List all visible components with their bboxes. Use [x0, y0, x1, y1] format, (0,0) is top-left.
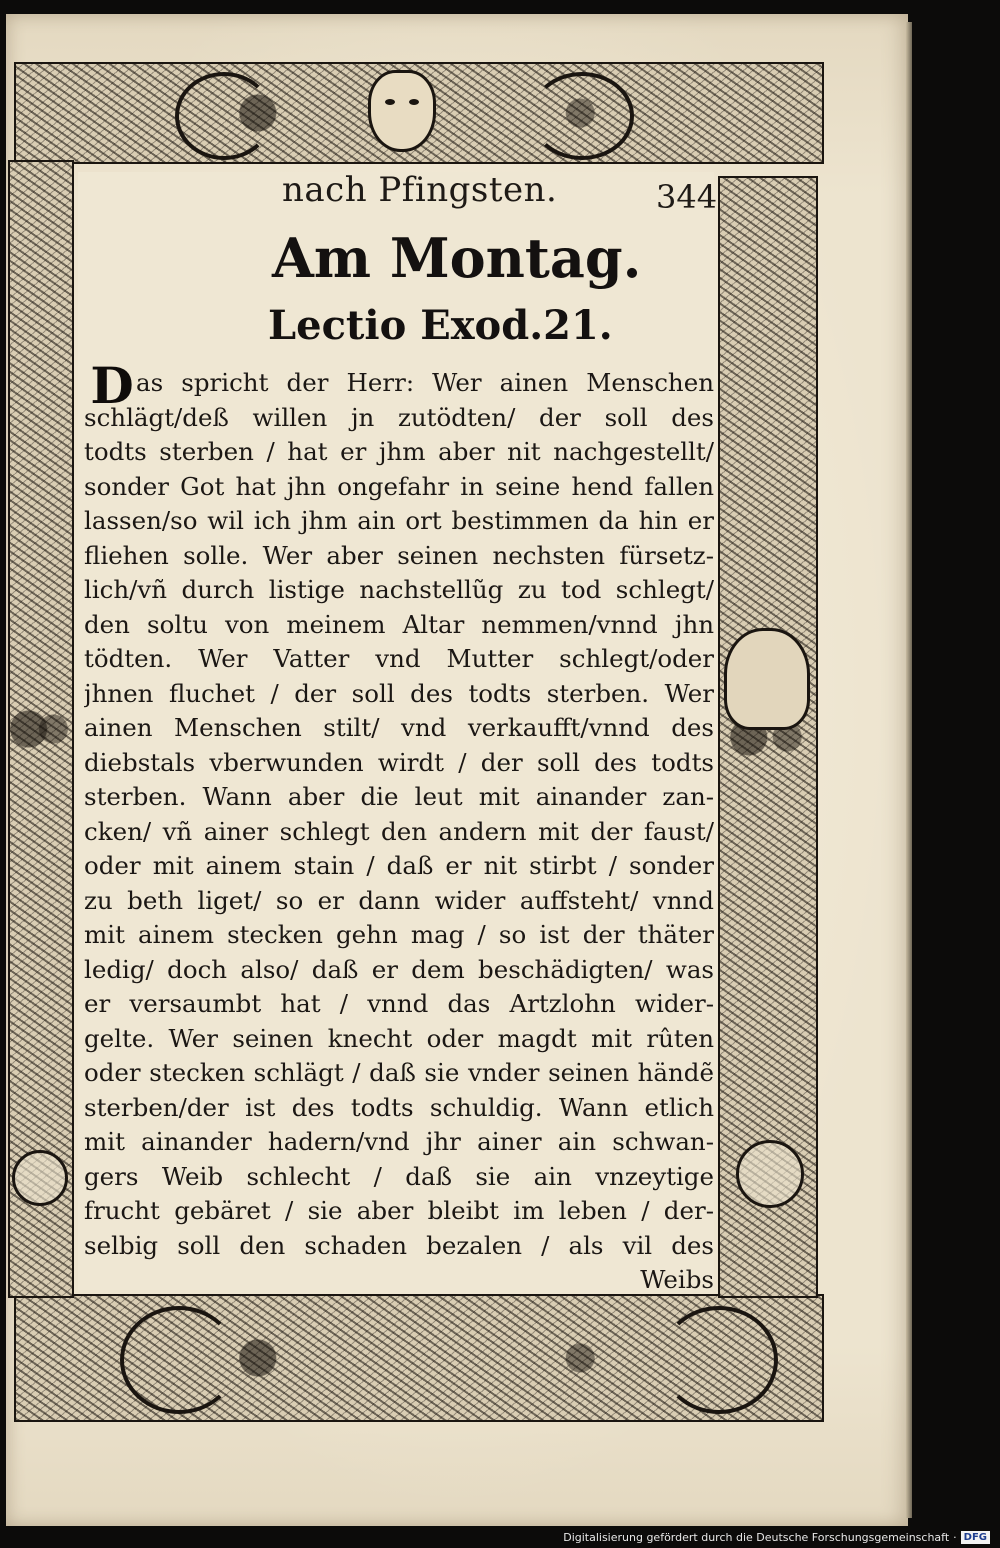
text-line: cken/ vñ ainer schlegt den andern mit der faust/ [84, 816, 714, 846]
text-line: sterben/der ist des todts schuldig. Wann etlich [84, 1092, 714, 1122]
page-number: 344 [656, 178, 718, 216]
text-line: er versaumbt hat / vnnd das Artzlohn wider- [84, 989, 714, 1018]
lection-heading: Lectio Exod.21. [268, 302, 613, 349]
text-line: ainen Menschen stilt/ vnd verkaufft/vnnd des [84, 713, 714, 742]
text-line: gers Weib schlecht / daß sie ain vnzeytige [84, 1161, 714, 1191]
rosette-ornament [736, 1140, 804, 1208]
scroll-ornament [660, 1306, 778, 1414]
text-line: sonder Got hat jhn ongefahr in seine hend fallen [84, 471, 714, 501]
text-line: lich/vñ durch listige nachstellũg zu tod schlegt/ [84, 575, 714, 604]
page-title: Am Montag. [272, 226, 642, 290]
text-line: schlägt/deß willen jn zutödten/ der soll des [84, 402, 714, 432]
page-edge [906, 22, 912, 1518]
text-line: den soltu von meinem Altar nemmen/vnnd jhn [84, 609, 714, 639]
scroll-ornament [120, 1306, 238, 1414]
text-line: mit ainander hadern/vnd jhr ainer ain schwan- [84, 1127, 714, 1156]
text-line: mit ainem stecken gehn mag / so ist der thäter [84, 920, 714, 949]
dfg-logo: DFG [961, 1531, 990, 1544]
text-line: diebstals vberwunden wirdt / der soll des todts [84, 747, 714, 777]
text-line: jhnen fluchet / der soll des todts sterben. Wer [84, 678, 714, 708]
scroll-ornament [175, 72, 273, 160]
text-line: todts sterben / hat er jhm aber nit nachgestellt/ [84, 437, 714, 466]
digitization-credit [563, 1531, 990, 1544]
text-line: as spricht der Herr: Wer ainen Menschen [136, 368, 714, 397]
text-line: frucht gebäret / sie aber bleibt im leben / der- [84, 1196, 714, 1225]
credit-separator: · [953, 1531, 957, 1544]
text-line: zu beth liget/ so er dann wider auffsteht/ vnnd [84, 885, 714, 915]
credit-text: Digitalisierung gefördert durch die Deutsche Forschungsgemeinschaft [563, 1531, 950, 1544]
text-line: tödten. Wer Vatter vnd Mutter schlegt/oder [84, 644, 714, 673]
woodcut-border-right [718, 176, 818, 1298]
scroll-ornament [530, 72, 634, 160]
goat-head-ornament [724, 628, 810, 730]
mask-face-ornament [368, 70, 436, 152]
text-line: oder mit ainem stain / daß er nit stirbt / sonder [84, 851, 714, 880]
text-line: selbig soll den schaden bezalen / als vil des [84, 1230, 714, 1260]
text-line: sterben. Wann aber die leut mit ainander zan- [84, 782, 714, 811]
rosette-ornament [12, 1150, 68, 1206]
drop-initial: D [90, 356, 134, 415]
text-line: oder stecken schlägt / daß sie vnder seinen händẽ [84, 1058, 714, 1087]
body-text [84, 366, 714, 1298]
text-line: fliehen solle. Wer aber seinen nechsten fürsetz- [84, 540, 714, 570]
text-line: lassen/so wil ich jhm ain ort bestimmen da hin er [84, 506, 714, 535]
text-line: Weibs [640, 1265, 714, 1294]
running-head: nach Pfingsten. [282, 170, 558, 210]
text-line: gelte. Wer seinen knecht oder magdt mit rûten [84, 1023, 714, 1053]
text-line: ledig/ doch also/ daß er dem beschädigten/ was [84, 954, 714, 984]
woodcut-border-left [8, 160, 74, 1298]
